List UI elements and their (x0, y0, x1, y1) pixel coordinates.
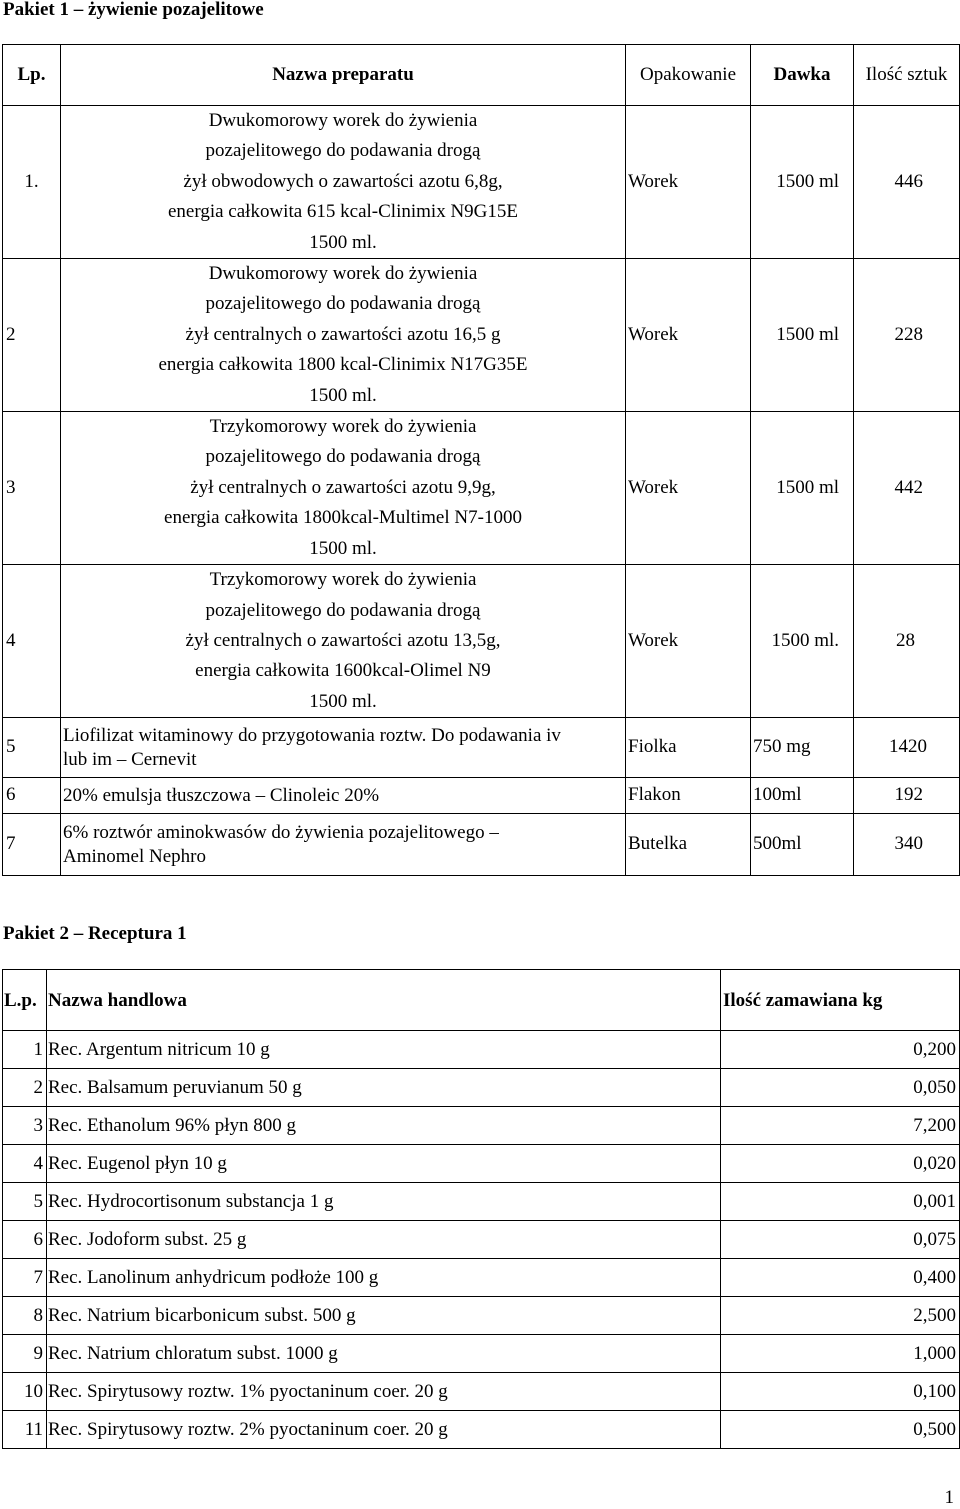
row-name: Rec. Spirytusowy roztw. 2% pyoctaninum coer. 20 g (47, 1411, 721, 1449)
row-quantity: 0,500 (721, 1411, 960, 1449)
row-name: Rec. Ethanolum 96% płyn 800 g (47, 1107, 721, 1145)
row-quantity: 192 (854, 778, 960, 814)
header-lp: Lp. (3, 45, 61, 106)
package1-table (2, 44, 960, 876)
table-header-row (3, 970, 960, 1031)
row-packaging: Worek (626, 106, 751, 259)
table-row (3, 1145, 960, 1183)
page-number: 1 (944, 1487, 954, 1508)
row-lp: 1 (3, 1031, 47, 1069)
row-lp: 8 (3, 1297, 47, 1335)
table-row (3, 1335, 960, 1373)
row-name: Rec. Natrium bicarbonicum subst. 500 g (47, 1297, 721, 1335)
table-row (3, 1297, 960, 1335)
row-name: Rec. Balsamum peruvianum 50 g (47, 1069, 721, 1107)
row-lp: 6 (3, 1221, 47, 1259)
row-name: Rec. Jodoform subst. 25 g (47, 1221, 721, 1259)
row-dose: 1500 ml (751, 259, 854, 412)
row-name: Rec. Spirytusowy roztw. 1% pyoctaninum coer. 20 g (47, 1373, 721, 1411)
row-lp: 10 (3, 1373, 47, 1411)
row-quantity: 0,050 (721, 1069, 960, 1107)
header-quantity: Ilość sztuk (854, 45, 960, 106)
row-packaging: Worek (626, 565, 751, 718)
row-quantity: 446 (854, 106, 960, 259)
row-lp: 9 (3, 1335, 47, 1373)
table-row (3, 1221, 960, 1259)
table-row (3, 814, 960, 876)
row-quantity: 0,100 (721, 1373, 960, 1411)
row-name: Rec. Argentum nitricum 10 g (47, 1031, 721, 1069)
row-name: Rec. Eugenol płyn 10 g (47, 1145, 721, 1183)
row-quantity: 7,200 (721, 1107, 960, 1145)
row-quantity: 228 (854, 259, 960, 412)
row-lp: 5 (3, 1183, 47, 1221)
row-quantity: 0,075 (721, 1221, 960, 1259)
row-dose: 1500 ml (751, 412, 854, 565)
row-quantity: 0,400 (721, 1259, 960, 1297)
header-lp: L.p. (3, 970, 47, 1031)
table-row (3, 1183, 960, 1221)
row-name: 6% roztwór aminokwasów do żywienia pozajelitowego – Aminomel Nephro (61, 814, 626, 876)
table-row (3, 778, 960, 814)
row-lp: 1. (3, 106, 61, 259)
row-packaging: Worek (626, 259, 751, 412)
table-row (3, 412, 960, 565)
table-row (3, 1031, 960, 1069)
row-lp: 4 (3, 565, 61, 718)
row-lp: 11 (3, 1411, 47, 1449)
row-quantity: 0,001 (721, 1183, 960, 1221)
table-row (3, 718, 960, 778)
row-dose: 500ml (751, 814, 854, 876)
row-name: Rec. Hydrocortisonum substancja 1 g (47, 1183, 721, 1221)
row-quantity: 442 (854, 412, 960, 565)
row-name: Dwukomorowy worek do żywienia pozajelitowego do podawania drogą żył centralnych o zawartości azotu 16,5 g energia całkowita 1800 kcal-Clinimix N17G35E 1500 ml. (61, 259, 626, 412)
row-packaging: Flakon (626, 778, 751, 814)
row-name: Dwukomorowy worek do żywienia pozajelitowego do podawania drogą żył obwodowych o zawartości azotu 6,8g, energia całkowita 615 kcal-Clinimix N9G15E 1500 ml. (61, 106, 626, 259)
package2-title: Pakiet 2 – Receptura 1 (3, 923, 187, 944)
row-lp: 4 (3, 1145, 47, 1183)
table-row (3, 1373, 960, 1411)
row-name: Trzykomorowy worek do żywienia pozajelitowego do podawania drogą żył centralnych o zawartości azotu 13,5g, energia całkowita 1600kcal-Olimel N9 1500 ml. (61, 565, 626, 718)
header-quantity: Ilość zamawiana kg (721, 970, 960, 1031)
row-quantity: 340 (854, 814, 960, 876)
row-dose: 1500 ml. (751, 565, 854, 718)
header-name: Nazwa handlowa (47, 970, 721, 1031)
table-row (3, 106, 960, 259)
row-dose: 100ml (751, 778, 854, 814)
table-row (3, 1411, 960, 1449)
package2-table (2, 969, 960, 1449)
table-row (3, 1259, 960, 1297)
row-name: Rec. Natrium chloratum subst. 1000 g (47, 1335, 721, 1373)
row-lp: 2 (3, 259, 61, 412)
row-lp: 7 (3, 1259, 47, 1297)
package1-title: Pakiet 1 – żywienie pozajelitowe (3, 0, 264, 20)
row-quantity: 28 (854, 565, 960, 718)
row-name: Liofilizat witaminowy do przygotowania roztw. Do podawania iv lub im – Cernevit (61, 718, 626, 778)
header-packaging: Opakowanie (626, 45, 751, 106)
header-dose: Dawka (751, 45, 854, 106)
row-dose: 750 mg (751, 718, 854, 778)
table-row (3, 565, 960, 718)
row-packaging: Worek (626, 412, 751, 565)
row-quantity: 0,200 (721, 1031, 960, 1069)
row-name: 20% emulsja tłuszczowa – Clinoleic 20% (61, 778, 626, 814)
row-dose: 1500 ml (751, 106, 854, 259)
row-lp: 3 (3, 412, 61, 565)
table-row (3, 1107, 960, 1145)
row-name: Rec. Lanolinum anhydricum podłoże 100 g (47, 1259, 721, 1297)
row-lp: 3 (3, 1107, 47, 1145)
row-name: Trzykomorowy worek do żywienia pozajelitowego do podawania drogą żył centralnych o zawartości azotu 9,9g, energia całkowita 1800kcal-Multimel N7-1000 1500 ml. (61, 412, 626, 565)
table-row (3, 259, 960, 412)
row-quantity: 0,020 (721, 1145, 960, 1183)
row-lp: 7 (3, 814, 61, 876)
row-quantity: 1,000 (721, 1335, 960, 1373)
row-lp: 2 (3, 1069, 47, 1107)
row-packaging: Fiolka (626, 718, 751, 778)
row-packaging: Butelka (626, 814, 751, 876)
row-quantity: 1420 (854, 718, 960, 778)
row-quantity: 2,500 (721, 1297, 960, 1335)
row-lp: 6 (3, 778, 61, 814)
row-lp: 5 (3, 718, 61, 778)
table-row (3, 1069, 960, 1107)
header-name: Nazwa preparatu (61, 45, 626, 106)
table-header-row (3, 45, 960, 106)
